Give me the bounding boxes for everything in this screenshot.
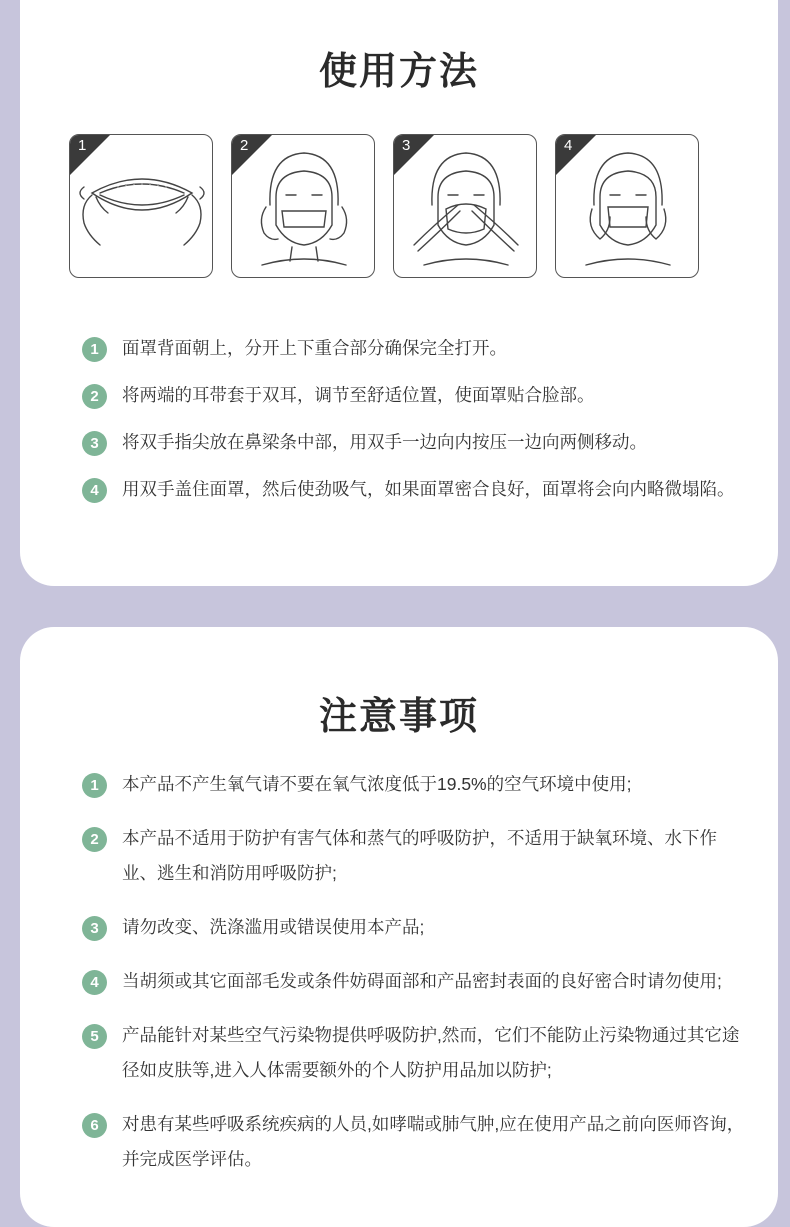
item-text: 本产品不产生氧气请不要在氧气浓度低于19.5%的空气环境中使用; [122,774,632,794]
number-badge: 4 [82,970,107,995]
step-image-1 [69,134,213,278]
list-item [82,1107,748,1177]
step-image-2 [231,134,375,278]
number-badge: 1 [82,773,107,798]
usage-card [20,0,778,586]
step-number: 2 [240,137,249,154]
number-badge: 2 [82,827,107,852]
list-item [82,1018,748,1088]
item-text: 对患有某些呼吸系统疾病的人员,如哮喘或肺气肿,应在使用产品之前向医师咨询，并完成医学评估。 [122,1114,745,1169]
step-image-3 [393,134,537,278]
list-item [82,964,748,999]
list-item [82,767,748,802]
step-corner [394,135,434,175]
number-badge: 5 [82,1024,107,1049]
step-corner [70,135,110,175]
item-text: 将两端的耳带套于双耳，调节至舒适位置，使面罩贴合脸部。 [122,385,595,405]
item-text: 本产品不适用于防护有害气体和蒸气的呼吸防护，不适用于缺氧环境、水下作业、逃生和消防用呼吸防护; [122,828,717,883]
item-text: 将双手指尖放在鼻梁条中部，用双手一边向内按压一边向两侧移动。 [122,432,647,452]
step-image-4 [555,134,699,278]
usage-step-images [69,134,699,278]
usage-title: 使用方法 [318,51,479,93]
item-text: 请勿改变、洗涤滥用或错误使用本产品; [122,917,425,937]
list-item [82,426,748,459]
number-badge: 3 [82,431,107,456]
step-corner [556,135,596,175]
number-badge: 4 [82,478,107,503]
step-number: 4 [564,137,573,154]
step-number: 3 [402,137,411,154]
item-text: 当胡须或其它面部毛发或条件妨碍面部和产品密封表面的良好密合时请勿使用; [122,971,722,991]
number-badge: 1 [82,337,107,362]
item-text: 面罩背面朝上，分开上下重合部分确保完全打开。 [122,338,507,358]
step-number: 1 [78,137,87,154]
step-corner [232,135,272,175]
number-badge: 6 [82,1113,107,1138]
notes-title: 注意事项 [318,696,479,738]
list-item [82,379,748,412]
notes-card [20,627,778,1227]
item-text: 产品能针对某些空气污染物提供呼吸防护,然而，它们不能防止污染物通过其它途径如皮肤等,进入人体需要额外的个人防护用品加以防护; [122,1025,740,1080]
number-badge: 2 [82,384,107,409]
item-text: 用双手盖住面罩，然后使劲吸气，如果面罩密合良好，面罩将会向内略微塌陷。 [122,479,735,499]
list-item [82,473,748,506]
usage-steps-list [82,332,748,520]
number-badge: 3 [82,916,107,941]
list-item [82,821,748,891]
list-item [82,910,748,945]
notes-list [82,767,748,1196]
list-item [82,332,748,365]
